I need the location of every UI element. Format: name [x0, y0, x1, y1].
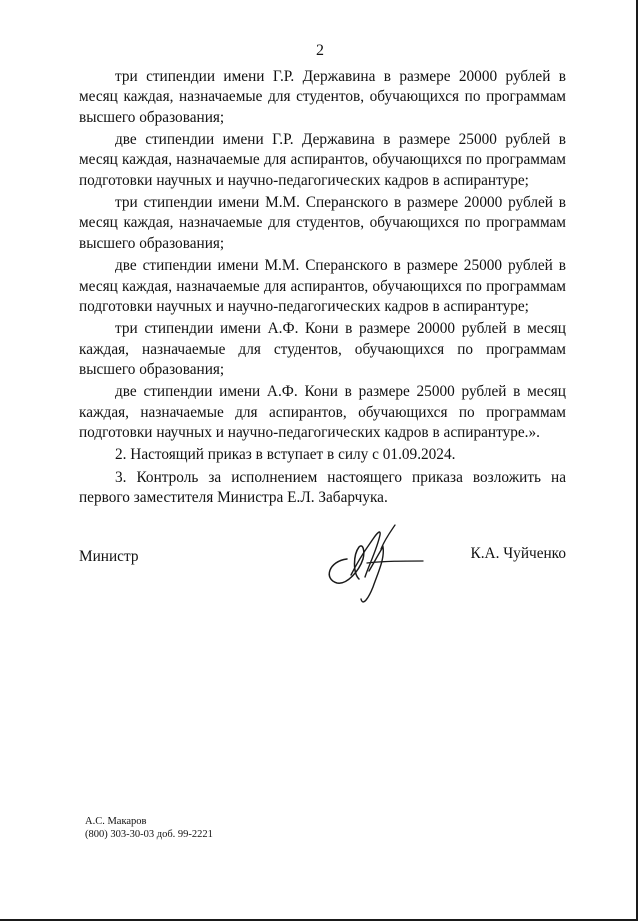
paragraph-effective-date: 2. Настоящий приказ в вступает в силу с 01.09.2024. — [115, 446, 456, 464]
signature-block — [79, 545, 566, 625]
signer-position: Министр — [79, 548, 139, 565]
paragraph-speransky-students: три стипендии имени М.М. Сперанского в размере 20000 рублей в месяц каждая, назначаемые для студентов, обучающихся по программам высшего образования; — [79, 194, 566, 252]
executor-phone: (800) 303-30-03 доб. 99-2221 — [85, 829, 213, 840]
paragraph-koni-postgraduates: две стипендии имени А.Ф. Кони в размере 25000 рублей в месяц каждая, назначаемые для аспирантов, обучающихся по программам подготовки научных и научно-педагогических кадров в аспирантуре.». — [79, 383, 566, 441]
paragraph-koni-students: три стипендии имени А.Ф. Кони в размере 20000 рублей в месяц каждая, назначаемые для студентов, обучающихся по программам высшего образования; — [79, 320, 566, 378]
signer-name: К.А. Чуйченко — [470, 545, 566, 562]
executor-name: А.С. Макаров — [85, 816, 147, 827]
contact-block — [85, 815, 213, 841]
page-number: 2 — [316, 42, 324, 59]
document-body — [79, 67, 566, 511]
paragraph-speransky-postgraduates: две стипендии имени М.М. Сперанского в размере 25000 рублей в месяц каждая, назначаемые для аспирантов, обучающихся по программам подготовки научных и научно-педагогических кадров в аспирантуре; — [79, 257, 566, 315]
paragraph-control: 3. Контроль за исполнением настоящего приказа возложить на первого заместителя Министра Е.Л. Забарчука. — [79, 468, 566, 507]
paragraph-derzhavin-students: три стипендии имени Г.Р. Державина в размере 20000 рублей в месяц каждая, назначаемые для студентов, обучающихся по программам высшего образования; — [79, 68, 566, 126]
handwritten-signature — [307, 515, 427, 615]
paragraph-derzhavin-postgraduates: две стипендии имени Г.Р. Державина в размере 25000 рублей в месяц каждая, назначаемые для аспирантов, обучающихся по программам подготовки научных и научно-педагогических кадров в аспирантуре; — [79, 131, 566, 189]
